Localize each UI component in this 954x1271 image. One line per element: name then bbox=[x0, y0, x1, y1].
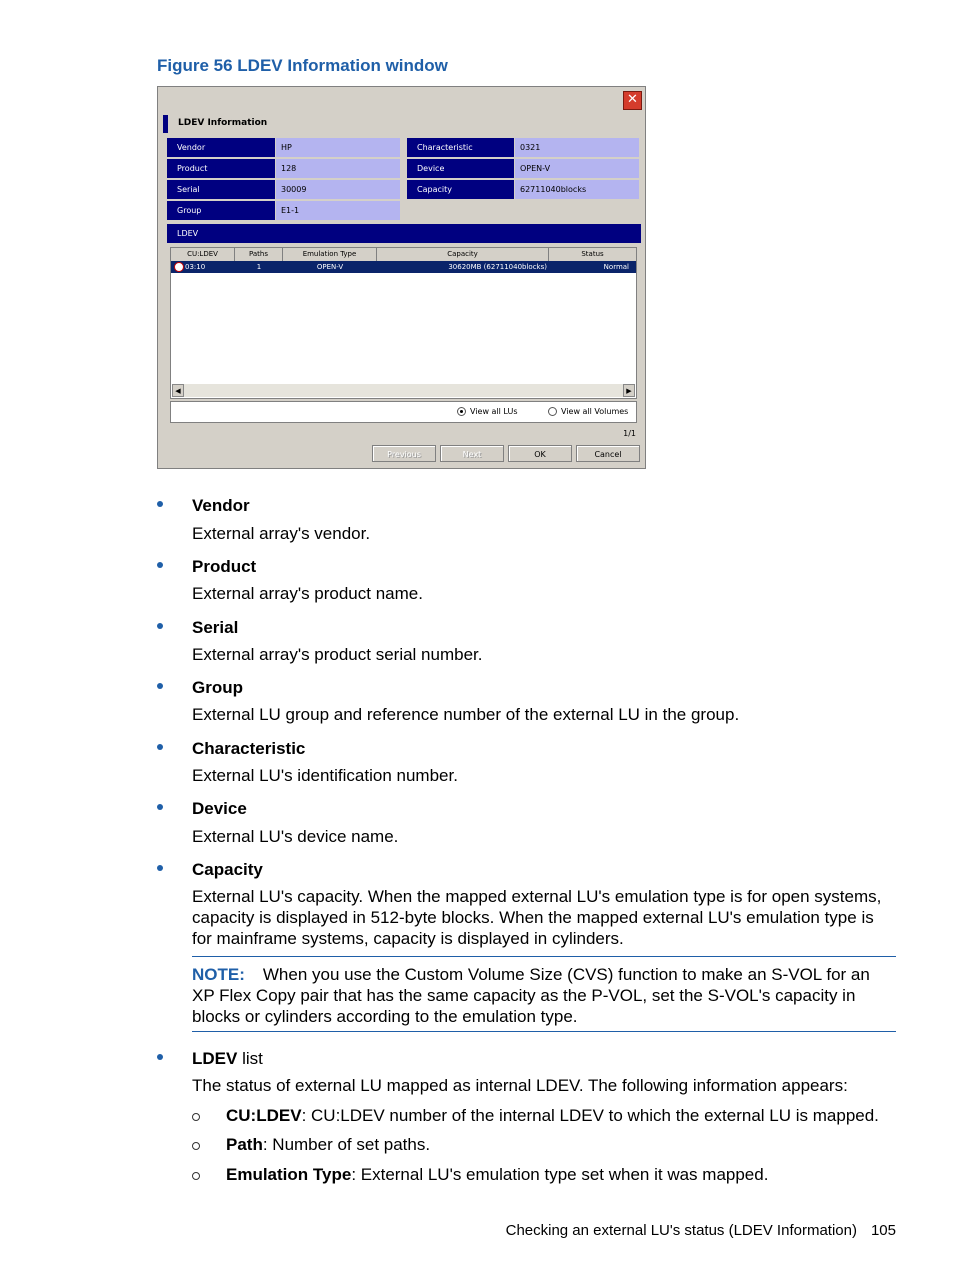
vendor-label: Vendor bbox=[167, 138, 275, 157]
item-term: Characteristic bbox=[192, 739, 306, 758]
bullet-icon bbox=[157, 623, 163, 629]
note-label: NOTE: bbox=[192, 965, 245, 984]
sub-bullet-icon bbox=[192, 1172, 200, 1180]
product-value: 128 bbox=[276, 159, 400, 178]
item-term bbox=[192, 1049, 263, 1069]
section-title: LDEV Information bbox=[178, 118, 268, 128]
serial-label: Serial bbox=[167, 180, 275, 199]
sub-term: CU:LDEV bbox=[226, 1106, 302, 1125]
column-header-cu-ldev[interactable]: CU:LDEV bbox=[171, 248, 235, 261]
ldev-table[interactable] bbox=[170, 247, 637, 399]
ldev-status-icon bbox=[174, 262, 184, 272]
characteristic-label: Characteristic bbox=[407, 138, 514, 157]
sub-list-item bbox=[192, 1165, 768, 1185]
cell-emulation: OPEN-V bbox=[316, 263, 344, 271]
group-value: E1-1 bbox=[276, 201, 400, 220]
device-value: OPEN-V bbox=[515, 159, 639, 178]
view-all-volumes-radio[interactable] bbox=[548, 407, 628, 416]
title-bar bbox=[158, 87, 645, 109]
scroll-left-icon[interactable]: ◀ bbox=[172, 384, 184, 397]
sub-bullet-icon bbox=[192, 1142, 200, 1150]
note-text: When you use the Custom Volume Size (CVS) function to make an S-VOL for an XP Flex Copy pair that has the same capacity as the P-VOL, set the S-VOL's capacity in blocks or cylinders according to the emulation type. bbox=[192, 965, 870, 1026]
sub-term: Emulation Type bbox=[226, 1165, 352, 1184]
cell-paths: 1 bbox=[256, 263, 262, 271]
view-options-panel bbox=[170, 401, 637, 423]
sub-bullet-icon bbox=[192, 1113, 200, 1121]
close-icon: ✕ bbox=[627, 92, 638, 107]
radio-unselected-icon bbox=[548, 407, 557, 416]
product-label: Product bbox=[167, 159, 275, 178]
cell-status: Normal bbox=[603, 263, 629, 271]
horizontal-scrollbar[interactable] bbox=[172, 384, 635, 397]
serial-value: 30009 bbox=[276, 180, 400, 199]
table-row[interactable] bbox=[171, 261, 636, 273]
item-desc: The status of external LU mapped as internal LDEV. The following information appears: bbox=[192, 1076, 848, 1095]
view-all-lus-label: View all LUs bbox=[470, 407, 518, 416]
column-header-capacity[interactable]: Capacity bbox=[377, 248, 549, 261]
ok-button[interactable]: OK bbox=[508, 445, 572, 462]
cell-cu-ldev: 03:10 bbox=[185, 263, 206, 271]
sub-desc: : CU:LDEV number of the internal LDEV to which the external LU is mapped. bbox=[301, 1106, 879, 1125]
sub-term: Path bbox=[226, 1135, 263, 1154]
next-button[interactable]: Next bbox=[440, 445, 504, 462]
ldev-term: LDEV bbox=[192, 1049, 238, 1068]
figure-caption: Figure 56 LDEV Information window bbox=[157, 56, 448, 75]
capacity-value: 62711040blocks bbox=[515, 180, 639, 199]
page-footer bbox=[506, 1222, 896, 1239]
bullet-icon bbox=[157, 744, 163, 750]
item-term: Product bbox=[192, 557, 257, 576]
item-desc: External LU's identification number. bbox=[192, 766, 458, 785]
column-header-emulation-type[interactable]: Emulation Type bbox=[283, 248, 377, 261]
scroll-right-icon[interactable]: ▶ bbox=[623, 384, 635, 397]
note-box bbox=[192, 956, 896, 1032]
section-header bbox=[163, 115, 641, 133]
vendor-value: HP bbox=[276, 138, 400, 157]
item-desc: External LU's capacity. When the mapped external LU's emulation type is for open systems, capacity is displayed in 512-byte blocks. When the mapped external LU's emulation type is for mainframe systems, capacity is displayed in cylinders. bbox=[192, 887, 882, 948]
cancel-button[interactable]: Cancel bbox=[576, 445, 640, 462]
group-label: Group bbox=[167, 201, 275, 220]
section-marker bbox=[163, 115, 168, 133]
capacity-label: Capacity bbox=[407, 180, 514, 199]
item-desc: External array's product serial number. bbox=[192, 645, 483, 664]
item-term: Device bbox=[192, 799, 247, 818]
footer-text: Checking an external LU's status (LDEV Information) bbox=[505, 1222, 857, 1239]
item-desc: External LU's device name. bbox=[192, 827, 399, 846]
item-desc: External array's vendor. bbox=[192, 524, 371, 543]
bullet-icon bbox=[157, 501, 163, 507]
item-term: Capacity bbox=[192, 860, 263, 879]
device-label: Device bbox=[407, 159, 514, 178]
view-all-volumes-label: View all Volumes bbox=[561, 407, 629, 416]
cell-capacity: 30620MB (62711040blocks) bbox=[448, 263, 547, 271]
column-header-status[interactable]: Status bbox=[581, 250, 604, 258]
ldev-bar: LDEV bbox=[167, 224, 641, 243]
item-term: Vendor bbox=[192, 496, 250, 515]
bullet-icon bbox=[157, 562, 163, 568]
table-header bbox=[171, 248, 636, 261]
item-term: Group bbox=[192, 678, 243, 697]
bullet-icon bbox=[157, 804, 163, 810]
bullet-icon bbox=[157, 683, 163, 689]
bullet-icon bbox=[157, 1054, 163, 1060]
page-number: 105 bbox=[870, 1222, 896, 1239]
close-button[interactable] bbox=[623, 91, 642, 110]
radio-selected-icon bbox=[457, 407, 466, 416]
sub-list-item bbox=[192, 1106, 879, 1126]
bullet-icon bbox=[157, 865, 163, 871]
ldev-term-suffix: list bbox=[237, 1049, 263, 1068]
ldev-information-dialog bbox=[157, 86, 646, 469]
item-desc: External LU group and reference number of the external LU in the group. bbox=[192, 705, 740, 724]
previous-button[interactable]: Previous bbox=[372, 445, 436, 462]
characteristic-value: 0321 bbox=[515, 138, 639, 157]
item-desc: External array's product name. bbox=[192, 584, 423, 603]
sub-desc: : Number of set paths. bbox=[262, 1135, 431, 1154]
page-indicator: 1/1 bbox=[623, 429, 636, 438]
column-header-paths[interactable]: Paths bbox=[235, 248, 283, 261]
sub-desc: : External LU's emulation type set when it was mapped. bbox=[351, 1165, 769, 1184]
item-term: Serial bbox=[192, 618, 239, 637]
sub-list-item bbox=[192, 1135, 430, 1155]
view-all-lus-radio[interactable] bbox=[457, 407, 518, 416]
